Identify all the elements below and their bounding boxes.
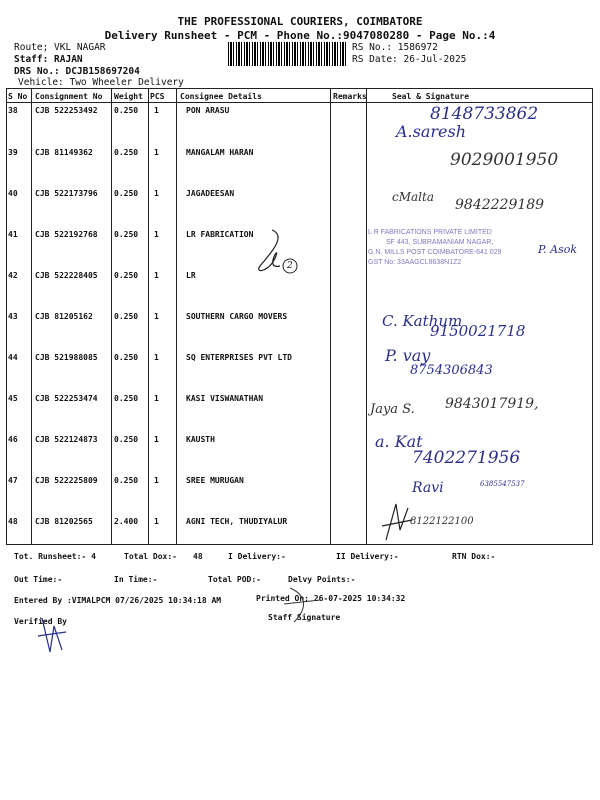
row-consignment-no: CJB 522192768 [35, 230, 98, 239]
row-consignment-no: CJB 81202565 [35, 517, 93, 526]
row-pcs: 1 [154, 189, 159, 198]
col-header-pcs: PCS [150, 92, 165, 101]
rs-no: RS No.: 1586972 [352, 42, 438, 53]
row-consignment-no: CJB 81205162 [35, 312, 93, 321]
row-weight: 0.250 [114, 394, 139, 403]
row-consignment-no: CJB 522253492 [35, 106, 98, 115]
row-weight: 0.250 [114, 148, 139, 157]
row-consignee: LR [186, 271, 196, 280]
stamp-line: GST No: 33AAGCL8638N1Z2 [368, 259, 462, 266]
row-consignment-no: CJB 522253474 [35, 394, 98, 403]
handwriting-phone: 9843017919, [445, 396, 539, 412]
row-weight: 0.250 [114, 271, 139, 280]
row-sno: 38 [8, 106, 18, 115]
handwriting-phone: 9029001950 [450, 150, 559, 170]
row-weight: 0.250 [114, 230, 139, 239]
ii-delivery: II Delivery:- [336, 552, 399, 561]
out-time: Out Time:- [14, 575, 63, 584]
col-header-seal: Seal & Signature [392, 92, 470, 101]
verified-by: Verified By [14, 617, 67, 626]
rs-date: RS Date: 26-Jul-2025 [352, 54, 467, 65]
row-consignee: SREE MURUGAN [186, 476, 244, 485]
total-dox-value: 48 [193, 552, 203, 561]
row-sno: 40 [8, 189, 18, 198]
row-pcs: 1 [154, 230, 159, 239]
stamp-line: G.N. MILLS POST COIMBATORE-641 029 [368, 249, 502, 256]
row-consignment-no: CJB 521988085 [35, 353, 98, 362]
signature-scribble: cMalta [392, 190, 434, 204]
company-title: THE PROFESSIONAL COURIERS, COIMBATORE [177, 15, 423, 28]
row-sno: 46 [8, 435, 18, 444]
total-dox-label: Total Dox:- [124, 552, 177, 561]
handwriting-phone: 9842229189 [455, 197, 545, 213]
handwriting-name: C. Kathum [382, 312, 463, 330]
row-consignment-no: CJB 81149362 [35, 148, 93, 157]
row-consignment-no: CJB 522225809 [35, 476, 98, 485]
row-consignee: LR FABRICATION [186, 230, 254, 239]
row-pcs: 1 [154, 106, 159, 115]
row-pcs: 1 [154, 476, 159, 485]
handwriting-name: Ravi [412, 480, 444, 496]
col-header-consignee: Consignee Details [180, 92, 262, 101]
row-sno: 42 [8, 271, 18, 280]
row-consignment-no: CJB 522173796 [35, 189, 98, 198]
staff: Staff: RAJAN [14, 54, 83, 65]
row-consignee: AGNI TECH, THUDIYALUR [186, 517, 288, 526]
staff-signature-mark [280, 586, 330, 626]
handwriting-phone: 6385547537 [480, 480, 525, 488]
row-pcs: 1 [154, 353, 159, 362]
handwriting-phone: 8148733862 [430, 104, 539, 124]
row-weight: 0.250 [114, 476, 139, 485]
verifier-signature [36, 614, 70, 656]
row-weight: 0.250 [114, 312, 139, 321]
row-consignee: PON ARASU [186, 106, 230, 115]
entered-by: Entered By :VIMALPCM 07/26/2025 10:34:18 AM [14, 596, 222, 605]
row-pcs: 1 [154, 148, 159, 157]
row-pcs: 1 [154, 517, 159, 526]
stamp-line: L R FABRICATIONS PRIVATE LIMITED [368, 229, 492, 236]
handwriting-name: P. vay [385, 346, 431, 365]
rtn-dox: RTN Dox:- [452, 552, 496, 561]
handwriting-phone: 7402271956 [412, 448, 521, 468]
row-pcs: 1 [154, 271, 159, 280]
row-pcs: 1 [154, 435, 159, 444]
vehicle: Vehicle: Two Wheeler Delivery [18, 77, 184, 88]
delvy-points: Delvy Points:- [288, 575, 356, 584]
row-weight: 0.250 [114, 435, 139, 444]
staff-signature: Staff Signature [268, 613, 341, 622]
row-sno: 43 [8, 312, 18, 321]
col-header-remarks: Remarks [333, 92, 367, 101]
row-consignee: SOUTHERN CARGO MOVERS [186, 312, 288, 321]
row-consignee: JAGADEESAN [186, 189, 235, 198]
stamp-line: SF 443, SUBRAMANIAM NAGAR, [386, 239, 494, 246]
handwriting-name: Jaya S. [370, 402, 415, 417]
col-header-consignment: Consignment No [35, 92, 103, 101]
handwriting-phone: 8754306843 [410, 363, 493, 378]
row-weight: 0.250 [114, 353, 139, 362]
row-weight: 2.400 [114, 517, 139, 526]
row-consignee: KASI VISWANATHAN [186, 394, 264, 403]
handwriting-phone: 9150021718 [430, 322, 526, 340]
i-delivery: I Delivery:- [228, 552, 286, 561]
handwriting-mark: 2 [287, 261, 293, 271]
col-header-sno: S No [8, 92, 28, 101]
col-header-weight: Weight [114, 92, 143, 101]
handwriting-name: a. Kat [375, 432, 423, 451]
row-consignee: KAUSTH [186, 435, 215, 444]
row-weight: 0.250 [114, 106, 139, 115]
handwriting-name: A.saresh [396, 122, 467, 141]
in-time: In Time:- [114, 575, 158, 584]
row-sno: 44 [8, 353, 18, 362]
row-sno: 47 [8, 476, 18, 485]
row-pcs: 1 [154, 312, 159, 321]
row-consignment-no: CJB 522124873 [35, 435, 98, 444]
route: Route; VKL NAGAR [14, 42, 106, 53]
row-weight: 0.250 [114, 189, 139, 198]
row-consignee: SQ ENTERPRISES PVT LTD [186, 353, 292, 362]
row-sno: 39 [8, 148, 18, 157]
row-consignee: MANGALAM HARAN [186, 148, 254, 157]
signature-scribble [250, 226, 310, 278]
runsheet-title: Delivery Runsheet - PCM - Phone No.:9047080280 - Page No.:4 [104, 29, 496, 42]
drs-no: DRS No.: DCJB158697204 [14, 66, 140, 77]
barcode [228, 42, 346, 66]
row-sno: 41 [8, 230, 18, 239]
tot-runsheet: Tot. Runsheet:- 4 [14, 552, 96, 561]
row-consignment-no: CJB 522228405 [35, 271, 98, 280]
row-sno: 48 [8, 517, 18, 526]
handwriting-name: P. Asok [538, 243, 578, 256]
printed-on: Printed On: 26-07-2025 10:34:32 [256, 594, 406, 603]
total-pod: Total POD:- [208, 575, 261, 584]
handwriting-phone: 8122122100 [410, 516, 474, 527]
row-sno: 45 [8, 394, 18, 403]
row-pcs: 1 [154, 394, 159, 403]
